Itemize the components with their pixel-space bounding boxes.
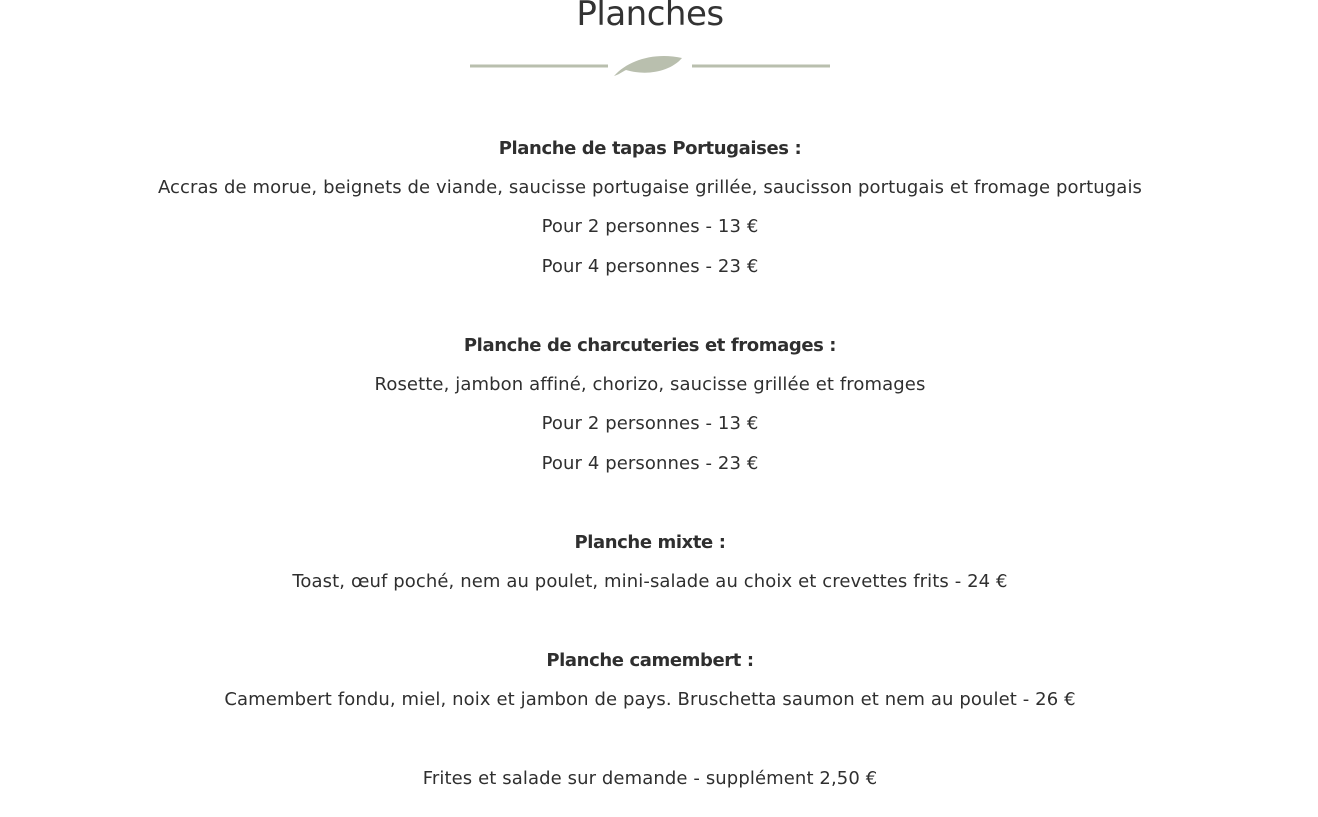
item-description-camembert: Camembert fondu, miel, noix et jambon de pays. Bruschetta saumon et nem au poulet - 26 € bbox=[224, 689, 1076, 710]
leaf-icon bbox=[614, 56, 682, 76]
item-price-charcuterie-4: Pour 4 personnes - 23 € bbox=[541, 453, 759, 474]
item-description-mixte: Toast, œuf poché, nem au poulet, mini-salade au choix et crevettes frits - 24 € bbox=[292, 571, 1008, 592]
item-price-tapas-4: Pour 4 personnes - 23 € bbox=[541, 256, 759, 277]
item-heading-tapas: Planche de tapas Portugaises : bbox=[498, 138, 802, 159]
item-heading-charcuterie: Planche de charcuteries et fromages : bbox=[463, 335, 837, 356]
item-description-tapas: Accras de morue, beignets de viande, saucisse portugaise grillée, saucisson portugais et fromage portugais bbox=[157, 177, 1143, 198]
item-description-charcuterie: Rosette, jambon affiné, chorizo, saucisse grillée et fromages bbox=[374, 374, 926, 395]
item-heading-mixte: Planche mixte : bbox=[574, 532, 726, 553]
section-title: Planches bbox=[576, 0, 724, 34]
item-price-tapas-2: Pour 2 personnes - 13 € bbox=[541, 216, 759, 237]
item-price-charcuterie-2: Pour 2 personnes - 13 € bbox=[541, 413, 759, 434]
leaf-divider-ornament bbox=[470, 50, 830, 82]
item-heading-camembert: Planche camembert : bbox=[546, 650, 754, 671]
footer-note: Frites et salade sur demande - supplément 2,50 € bbox=[422, 768, 878, 789]
